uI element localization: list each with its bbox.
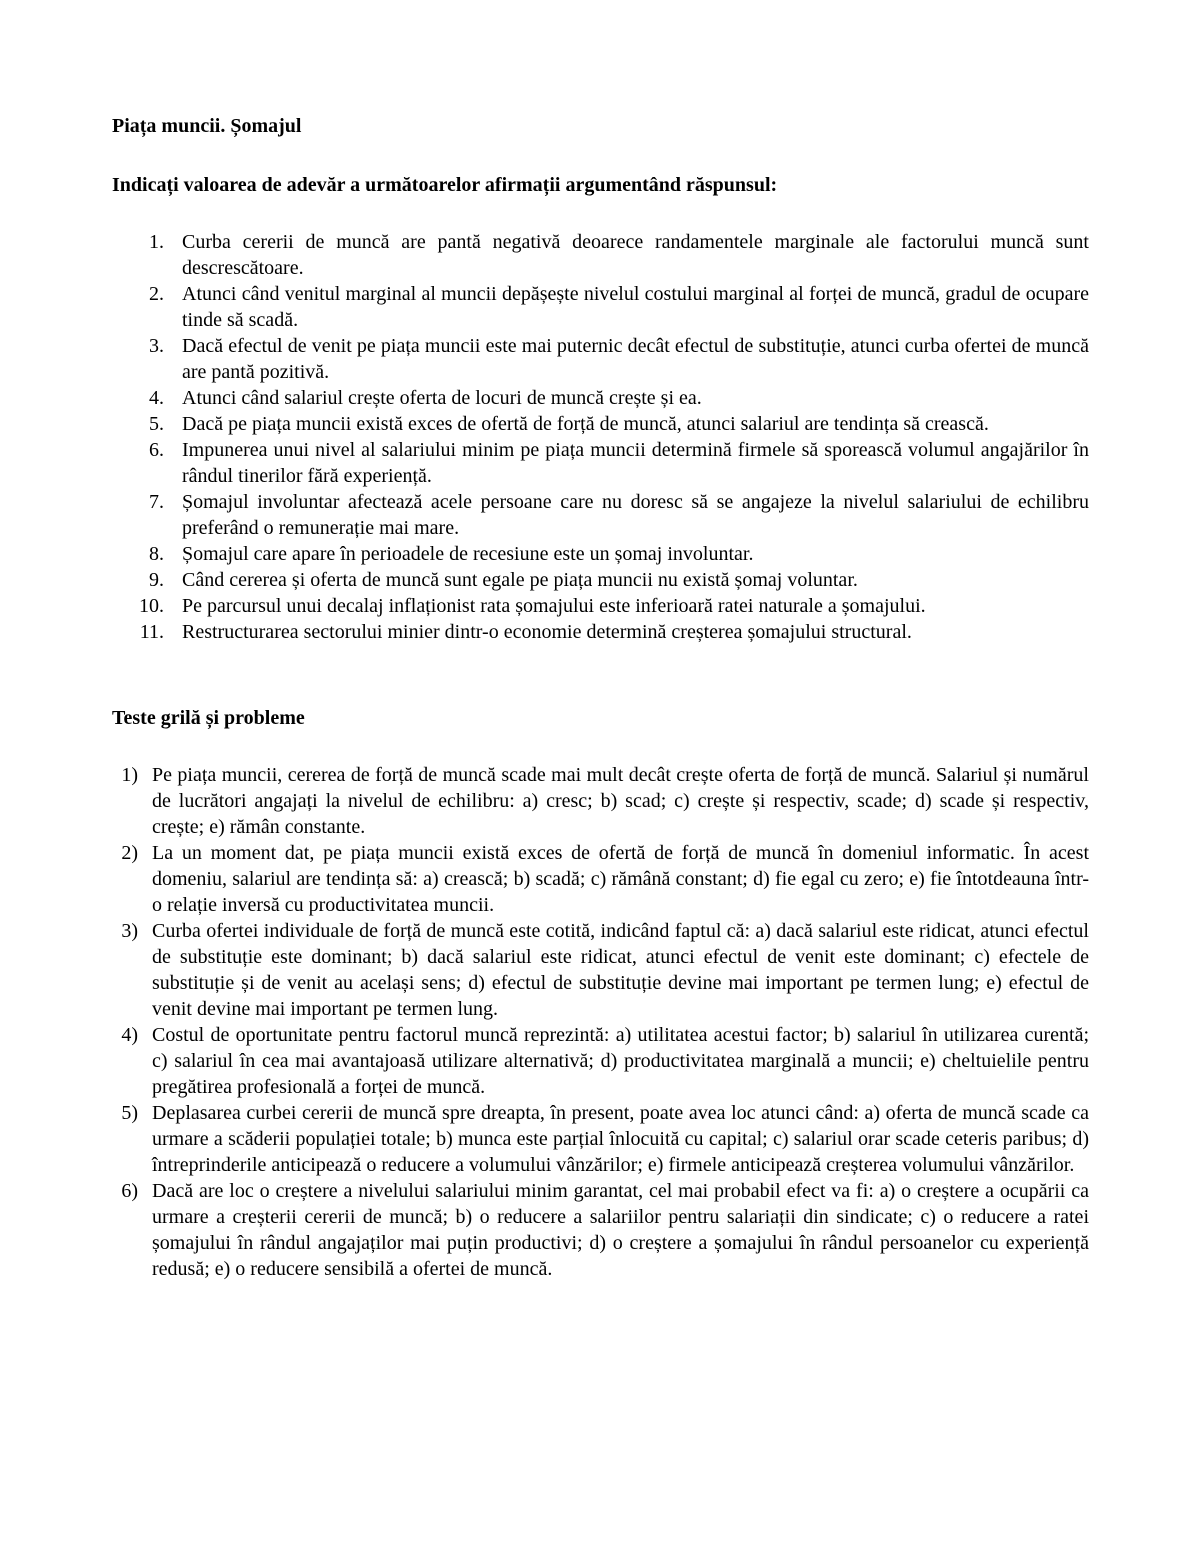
- item-number: 5.: [149, 413, 164, 435]
- item-number: 5): [121, 1102, 138, 1124]
- item-text: Dacă pe piața muncii există exces de ofertă de forță de muncă, atunci salariul are tendința să crească.: [182, 413, 989, 435]
- item-number: 8.: [149, 543, 164, 565]
- item-number: 6): [121, 1180, 138, 1202]
- item-text: Dacă efectul de venit pe piața muncii este mai puternic decât efectul de substituție, atunci curba ofertei de muncă are pantă pozitivă.: [182, 335, 1089, 383]
- item-number: 3.: [149, 335, 164, 357]
- item-number: 1): [121, 764, 138, 786]
- item-text: Când cererea și oferta de muncă sunt egale pe piața muncii nu există șomaj voluntar.: [182, 569, 858, 591]
- list-item: [112, 1100, 1089, 1178]
- page-title: Piața muncii. Șomajul: [112, 115, 302, 137]
- item-number: 3): [121, 920, 138, 942]
- section-title: Teste grilă și probleme: [112, 707, 305, 729]
- item-text: La un moment dat, pe piața muncii există exces de ofertă de forță de muncă în domeniul informatic. În acest domeniu, salariul are tendința să: a) crească; b) scadă; c) rămână constant; d) fie egal cu zero; e) fie întotdeauna într-o relație inversă cu productivitatea muncii.: [152, 842, 1089, 916]
- list-item: [112, 411, 1089, 437]
- item-text: Deplasarea curbei cererii de muncă spre dreapta, în present, poate avea loc atunci când: a) oferta de muncă scade ca urmare a scăderii populației totale; b) munca este parțial înlocuită cu capital; c) salariul orar scade ceteris paribus; d) întreprinderile anticipează o reducere a volumului vânzărilor; e) firmele anticipează creșterea volumului vânzărilor.: [152, 1102, 1089, 1176]
- item-text: Șomajul involuntar afectează acele persoane care nu doresc să se angajeze la nivelul salariului de echilibru preferând o remunerație mai mare.: [182, 491, 1089, 539]
- document-body: [112, 113, 1089, 1282]
- item-text: Atunci când salariul crește oferta de locuri de muncă crește și ea.: [182, 387, 702, 409]
- list-item: [112, 385, 1089, 411]
- list-item: [112, 918, 1089, 1022]
- list-item: [112, 840, 1089, 918]
- list-item: [112, 619, 1089, 645]
- item-text: Șomajul care apare în perioadele de recesiune este un șomaj involuntar.: [182, 543, 754, 565]
- list-item: [112, 567, 1089, 593]
- list-item: [112, 541, 1089, 567]
- item-number: 6.: [149, 439, 164, 461]
- item-number: 2): [121, 842, 138, 864]
- instructions-heading: Indicați valoarea de adevăr a următoarelor afirmații argumentând răspunsul:: [112, 174, 778, 196]
- item-number: 11.: [139, 621, 164, 643]
- item-text: Restructurarea sectorului minier dintr-o economie determină creșterea șomajului structural.: [182, 621, 912, 643]
- item-number: 7.: [149, 491, 164, 513]
- list-item: [112, 762, 1089, 840]
- item-text: Costul de oportunitate pentru factorul muncă reprezintă: a) utilitatea acestui factor; b) salariul în utilizarea curentă; c) salariul în cea mai avantajoasă utilizare alternativă; d) productivitatea marginală a muncii; e) cheltuielile pentru pregătirea profesională a forței de muncă.: [152, 1024, 1089, 1098]
- list-item: [112, 229, 1089, 281]
- item-number: 4): [121, 1024, 138, 1046]
- item-number: 4.: [149, 387, 164, 409]
- item-text: Curba cererii de muncă are pantă negativă deoarece randamentele marginale ale factorului muncă sunt descrescătoare.: [182, 231, 1089, 279]
- item-text: Impunerea unui nivel al salariului minim pe piața muncii determină firmele să sporească volumul angajărilor în rândul tinerilor fără experiență.: [182, 439, 1089, 487]
- list-item: [112, 1022, 1089, 1100]
- list-item: [112, 1178, 1089, 1282]
- list-item: [112, 593, 1089, 619]
- questions-list: [112, 762, 1089, 1282]
- item-number: 9.: [149, 569, 164, 591]
- item-text: Dacă are loc o creștere a nivelului salariului minim garantat, cel mai probabil efect va fi: a) o creștere a ocupării ca urmare a creșterii cererii de muncă; b) o reducere a salariilor pentru salariații din sindicate; c) o reducere a ratei șomajului în rândul angajaților mai puțin productivi; d) o creștere a șomajului în rândul persoanelor cu experiență redusă; e) o reducere sensibilă a ofertei de muncă.: [152, 1180, 1089, 1280]
- list-item: [112, 333, 1089, 385]
- list-item: [112, 437, 1089, 489]
- item-text: Atunci când venitul marginal al muncii depășește nivelul costului marginal al forței de muncă, gradul de ocupare tinde să scadă.: [182, 283, 1089, 331]
- item-text: Pe parcursul unui decalaj inflaționist rata șomajului este inferioară ratei naturale a șomajului.: [182, 595, 926, 617]
- list-item: [112, 489, 1089, 541]
- statements-list: [112, 229, 1089, 645]
- item-number: 2.: [149, 283, 164, 305]
- item-number: 10.: [139, 595, 164, 617]
- item-number: 1.: [149, 231, 164, 253]
- list-item: [112, 281, 1089, 333]
- item-text: Curba ofertei individuale de forță de muncă este cotită, indicând faptul că: a) dacă salariul este ridicat, atunci efectul de substituție este dominant; b) dacă salariul este ridicat, atunci efectul de venit este dominant; c) efectele de substituție și de venit au același sens; d) efectul de substituție devine mai important pe termen lung; e) efectul de venit devine mai important pe termen lung.: [152, 920, 1089, 1020]
- item-text: Pe piața muncii, cererea de forță de muncă scade mai mult decât crește oferta de forță de muncă. Salariul și numărul de lucrători angajați la nivelul de echilibru: a) cresc; b) scad; c) crește și respectiv, scade; d) scade și respectiv, crește; e) rămân constante.: [152, 764, 1089, 838]
